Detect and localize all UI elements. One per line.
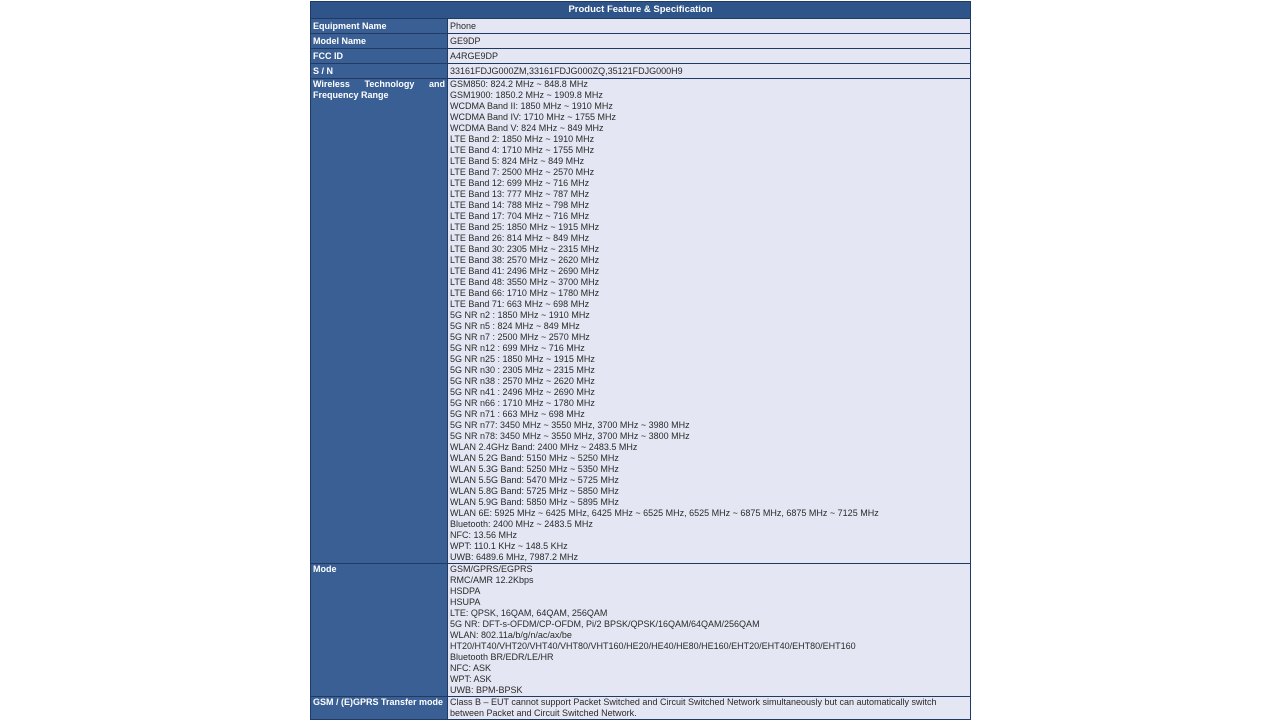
frequency-list-item: LTE Band 13: 777 MHz ~ 787 MHz: [450, 189, 590, 199]
spec-table: [310, 1, 971, 720]
equipment-name-label: Equipment Name: [311, 19, 448, 34]
frequency-list-item: LTE Band 38: 2570 MHz ~ 2620 MHz: [450, 255, 600, 265]
frequency-list-item: LTE Band 41: 2496 MHz ~ 2690 MHz: [450, 266, 600, 276]
frequency-list-item: Bluetooth: 2400 MHz ~ 2483.5 MHz: [450, 519, 593, 529]
frequency-list-item: WLAN 2.4GHz Band: 2400 MHz ~ 2483.5 MHz: [450, 442, 638, 452]
mode-list-item: HSDPA: [450, 586, 481, 596]
frequency-list-item: LTE Band 14: 788 MHz ~ 798 MHz: [450, 200, 590, 210]
row-model-name: [311, 34, 971, 49]
mode-list-item: UWB: BPM-BPSK: [450, 685, 523, 695]
frequency-list-item: 5G NR n71 : 663 MHz ~ 698 MHz: [450, 409, 585, 419]
model-name-value: GE9DP: [448, 34, 971, 49]
serial-number-label: S / N: [311, 64, 448, 79]
row-serial-number: [311, 64, 971, 79]
frequency-list-item: WCDMA Band V: 824 MHz ~ 849 MHz: [450, 123, 604, 133]
frequency-list-item: LTE Band 71: 663 MHz ~ 698 MHz: [450, 299, 590, 309]
frequency-list-item: WPT: 110.1 KHz ~ 148.5 KHz: [450, 541, 568, 551]
frequency-list-item: GSM850: 824.2 MHz ~ 848.8 MHz: [450, 79, 588, 89]
frequency-list-item: WCDMA Band IV: 1710 MHz ~ 1755 MHz: [450, 112, 616, 122]
mode-list-item: WLAN: 802.11a/b/g/n/ac/ax/be: [450, 630, 572, 640]
frequency-list-item: LTE Band 2: 1850 MHz ~ 1910 MHz: [450, 134, 595, 144]
row-wireless-technology: [311, 79, 971, 564]
frequency-list-item: LTE Band 30: 2305 MHz ~ 2315 MHz: [450, 244, 600, 254]
frequency-list-item: LTE Band 26: 814 MHz ~ 849 MHz: [450, 233, 590, 243]
mode-list-item: 5G NR: DFT-s-OFDM/CP-OFDM, Pi/2 BPSK/QPSK/16QAM/64QAM/256QAM: [450, 619, 760, 629]
frequency-list-item: 5G NR n66 : 1710 MHz ~ 1780 MHz: [450, 398, 595, 408]
frequency-list-item: 5G NR n41 : 2496 MHz ~ 2690 MHz: [450, 387, 595, 397]
frequency-list-item: WCDMA Band II: 1850 MHz ~ 1910 MHz: [450, 101, 613, 111]
frequency-list-item: LTE Band 7: 2500 MHz ~ 2570 MHz: [450, 167, 595, 177]
gsm-transfer-mode-value: Class B – EUT cannot support Packet Switched and Circuit Switched Network simultaneously but can automatically switch between Packet and Circuit Switched Network.: [448, 697, 971, 720]
frequency-list-item: 5G NR n5 : 824 MHz ~ 849 MHz: [450, 321, 580, 331]
frequency-list-item: LTE Band 4: 1710 MHz ~ 1755 MHz: [450, 145, 595, 155]
frequency-list-item: NFC: 13.56 MHz: [450, 530, 518, 540]
frequency-list: [450, 79, 968, 563]
frequency-list-item: LTE Band 66: 1710 MHz ~ 1780 MHz: [450, 288, 600, 298]
mode-list-item: NFC: ASK: [450, 663, 492, 673]
frequency-list-item: 5G NR n30 : 2305 MHz ~ 2315 MHz: [450, 365, 595, 375]
frequency-list-item: 5G NR n7 : 2500 MHz ~ 2570 MHz: [450, 332, 590, 342]
row-equipment-name: [311, 19, 971, 34]
wireless-technology-label: Wireless Technology and Frequency Range: [311, 79, 448, 564]
fcc-id-value: A4RGE9DP: [448, 49, 971, 64]
mode-list: [450, 564, 968, 696]
frequency-list-item: 5G NR n38 : 2570 MHz ~ 2620 MHz: [450, 376, 595, 386]
frequency-list-item: LTE Band 17: 704 MHz ~ 716 MHz: [450, 211, 590, 221]
mode-value: [448, 564, 971, 697]
mode-list-item: Bluetooth BR/EDR/LE/HR: [450, 652, 554, 662]
mode-list-item: HSUPA: [450, 597, 481, 607]
gsm-transfer-mode-label: GSM / (E)GPRS Transfer mode: [311, 697, 448, 720]
equipment-name-value: Phone: [448, 19, 971, 34]
frequency-list-item: LTE Band 25: 1850 MHz ~ 1915 MHz: [450, 222, 600, 232]
model-name-label: Model Name: [311, 34, 448, 49]
frequency-list-item: 5G NR n12 : 699 MHz ~ 716 MHz: [450, 343, 585, 353]
mode-list-item: LTE: QPSK, 16QAM, 64QAM, 256QAM: [450, 608, 608, 618]
mode-list-item: RMC/AMR 12.2Kbps: [450, 575, 534, 585]
frequency-list-item: WLAN 5.5G Band: 5470 MHz ~ 5725 MHz: [450, 475, 619, 485]
frequency-list-item: UWB: 6489.6 MHz, 7987.2 MHz: [450, 552, 579, 562]
frequency-list-item: 5G NR n25 : 1850 MHz ~ 1915 MHz: [450, 354, 595, 364]
serial-number-value: 33161FDJG000ZM,33161FDJG000ZQ,35121FDJG000H9: [448, 64, 971, 79]
frequency-list-item: 5G NR n78: 3450 MHz ~ 3550 MHz, 3700 MHz ~ 3800 MHz: [450, 431, 690, 441]
wireless-technology-value: [448, 79, 971, 564]
table-title: Product Feature & Specification: [311, 2, 971, 19]
fcc-id-label: FCC ID: [311, 49, 448, 64]
mode-list-item: GSM/GPRS/EGPRS: [450, 564, 533, 574]
title-row: [311, 2, 971, 19]
frequency-list-item: WLAN 5.2G Band: 5150 MHz ~ 5250 MHz: [450, 453, 619, 463]
mode-list-item: WPT: ASK: [450, 674, 492, 684]
mode-list-item: HT20/HT40/VHT20/VHT40/VHT80/VHT160/HE20/HE40/HE80/HE160/EHT20/EHT40/EHT80/EHT160: [450, 641, 856, 651]
spec-sheet: [310, 1, 970, 720]
frequency-list-item: WLAN 6E: 5925 MHz ~ 6425 MHz, 6425 MHz ~ 6525 MHz, 6525 MHz ~ 6875 MHz, 6875 MHz ~ 7125 MHz: [450, 508, 879, 518]
row-fcc-id: [311, 49, 971, 64]
frequency-list-item: 5G NR n2 : 1850 MHz ~ 1910 MHz: [450, 310, 590, 320]
frequency-list-item: LTE Band 5: 824 MHz ~ 849 MHz: [450, 156, 585, 166]
row-gsm-transfer-mode: [311, 697, 971, 720]
frequency-list-item: WLAN 5.9G Band: 5850 MHz ~ 5895 MHz: [450, 497, 619, 507]
frequency-list-item: GSM1900: 1850.2 MHz ~ 1909.8 MHz: [450, 90, 603, 100]
mode-label: Mode: [311, 564, 448, 697]
frequency-list-item: WLAN 5.8G Band: 5725 MHz ~ 5850 MHz: [450, 486, 619, 496]
frequency-list-item: LTE Band 48: 3550 MHz ~ 3700 MHz: [450, 277, 600, 287]
row-mode: [311, 564, 971, 697]
frequency-list-item: 5G NR n77: 3450 MHz ~ 3550 MHz, 3700 MHz ~ 3980 MHz: [450, 420, 690, 430]
frequency-list-item: LTE Band 12: 699 MHz ~ 716 MHz: [450, 178, 590, 188]
frequency-list-item: WLAN 5.3G Band: 5250 MHz ~ 5350 MHz: [450, 464, 619, 474]
